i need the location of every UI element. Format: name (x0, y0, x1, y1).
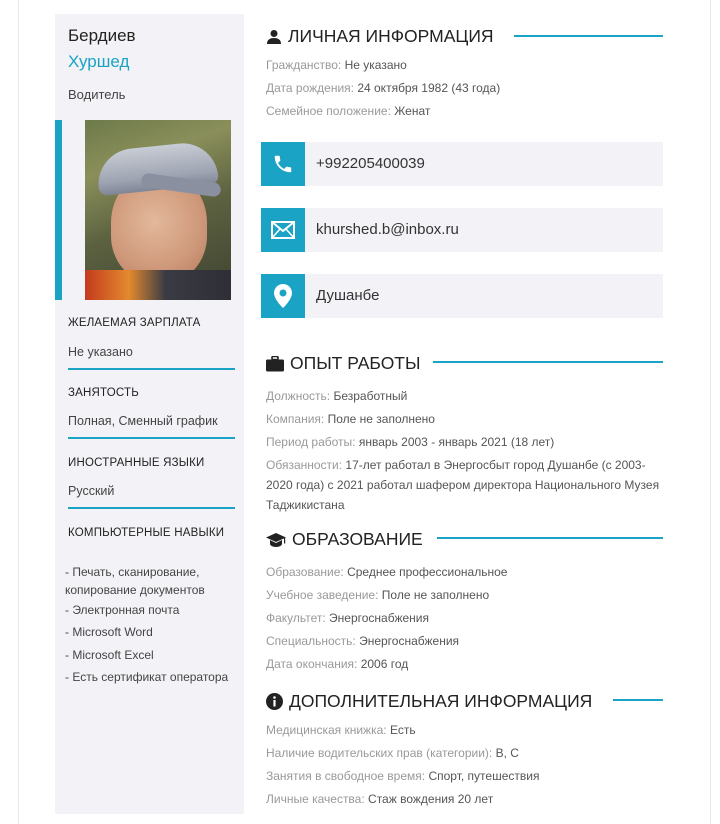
employment-heading: ЗАНЯТОСТЬ (68, 387, 139, 399)
field-work-period: Период работы: январь 2003 - январь 2021 (18 лет) (266, 435, 555, 449)
section-title-education: ОБРАЗОВАНИЕ (266, 529, 423, 550)
field-hobbies: Занятия в свободное время: Спорт, путешествия (266, 769, 540, 783)
languages-value: Русский (68, 484, 115, 498)
section-line (433, 361, 663, 363)
contact-city (261, 274, 663, 318)
field-driving-license: Наличие водительских прав (категории): B, C (266, 746, 519, 760)
email-address: khurshed.b@inbox.ru (316, 221, 459, 238)
divider (68, 507, 235, 509)
field-faculty: Факультет: Энергоснабжения (266, 611, 430, 625)
divider (68, 368, 235, 370)
field-citizenship: Гражданство: Не указано (266, 58, 407, 72)
section-title-experience: ОПЫТ РАБОТЫ (266, 353, 421, 374)
surname: Бердиев (68, 26, 136, 45)
field-birthdate: Дата рождения: 24 октября 1982 (43 года) (266, 81, 501, 95)
section-line (613, 699, 663, 701)
section-line (437, 537, 663, 539)
field-medical-book: Медицинская книжка: Есть (266, 723, 416, 737)
phone-icon (261, 142, 305, 186)
section-line (514, 35, 663, 37)
sidebar (55, 14, 244, 814)
location-pin-icon (261, 274, 305, 318)
field-specialty: Специальность: Энергоснабжения (266, 634, 460, 648)
phone-number: +992205400039 (316, 155, 425, 172)
languages-heading: ИНОСТРАННЫЕ ЯЗЫКИ (68, 457, 205, 469)
field-duties: Обязанности: 17-лет работал в Энергосбыт город Душанбе (с 2003-2020 года) с 2021 работал шафером директора Национального Музея Таджикистана (266, 458, 660, 512)
divider (68, 437, 235, 439)
skill-item: - Электронная почта (65, 603, 180, 617)
skill-item: - Microsoft Excel (65, 648, 154, 662)
field-position: Должность: Безработный (266, 389, 408, 403)
mail-icon (261, 208, 305, 252)
job-position: Водитель (68, 87, 126, 102)
person-icon (266, 29, 282, 45)
info-icon (266, 693, 283, 710)
contact-email[interactable] (261, 208, 663, 252)
field-marital-status: Семейное положение: Женат (266, 104, 431, 118)
salary-heading: ЖЕЛАЕМАЯ ЗАРПЛАТА (68, 317, 201, 329)
field-institution: Учебное заведение: Поле не заполнено (266, 588, 490, 602)
computer-skills-heading: КОМПЬЮТЕРНЫЕ НАВЫКИ (68, 527, 225, 539)
page-edge-right (710, 0, 711, 824)
page-edge-left (18, 0, 19, 824)
salary-value: Не указано (68, 345, 133, 359)
photo-accent-bar (55, 120, 62, 300)
first-name: Хуршед (68, 52, 130, 71)
field-company: Компания: Поле не заполнено (266, 412, 435, 426)
employment-value: Полная, Сменный график (68, 414, 218, 428)
section-title-personal: ЛИЧНАЯ ИНФОРМАЦИЯ (266, 26, 494, 47)
briefcase-icon (266, 356, 284, 372)
field-graduation-date: Дата окончания: 2006 год (266, 657, 409, 671)
contact-phone[interactable] (261, 142, 663, 186)
profile-photo (85, 120, 231, 300)
city: Душанбе (316, 287, 380, 304)
graduation-cap-icon (266, 532, 286, 548)
section-title-additional: ДОПОЛНИТЕЛЬНАЯ ИНФОРМАЦИЯ (266, 691, 592, 712)
skill-item: - Печать, сканирование, копирование документов (65, 565, 205, 597)
field-education-level: Образование: Среднее профессиональное (266, 565, 508, 579)
field-personal-qualities: Личные качества: Стаж вождения 20 лет (266, 792, 494, 806)
skill-item: - Есть сертификат оператора (65, 670, 229, 684)
skill-item: - Microsoft Word (65, 625, 153, 639)
